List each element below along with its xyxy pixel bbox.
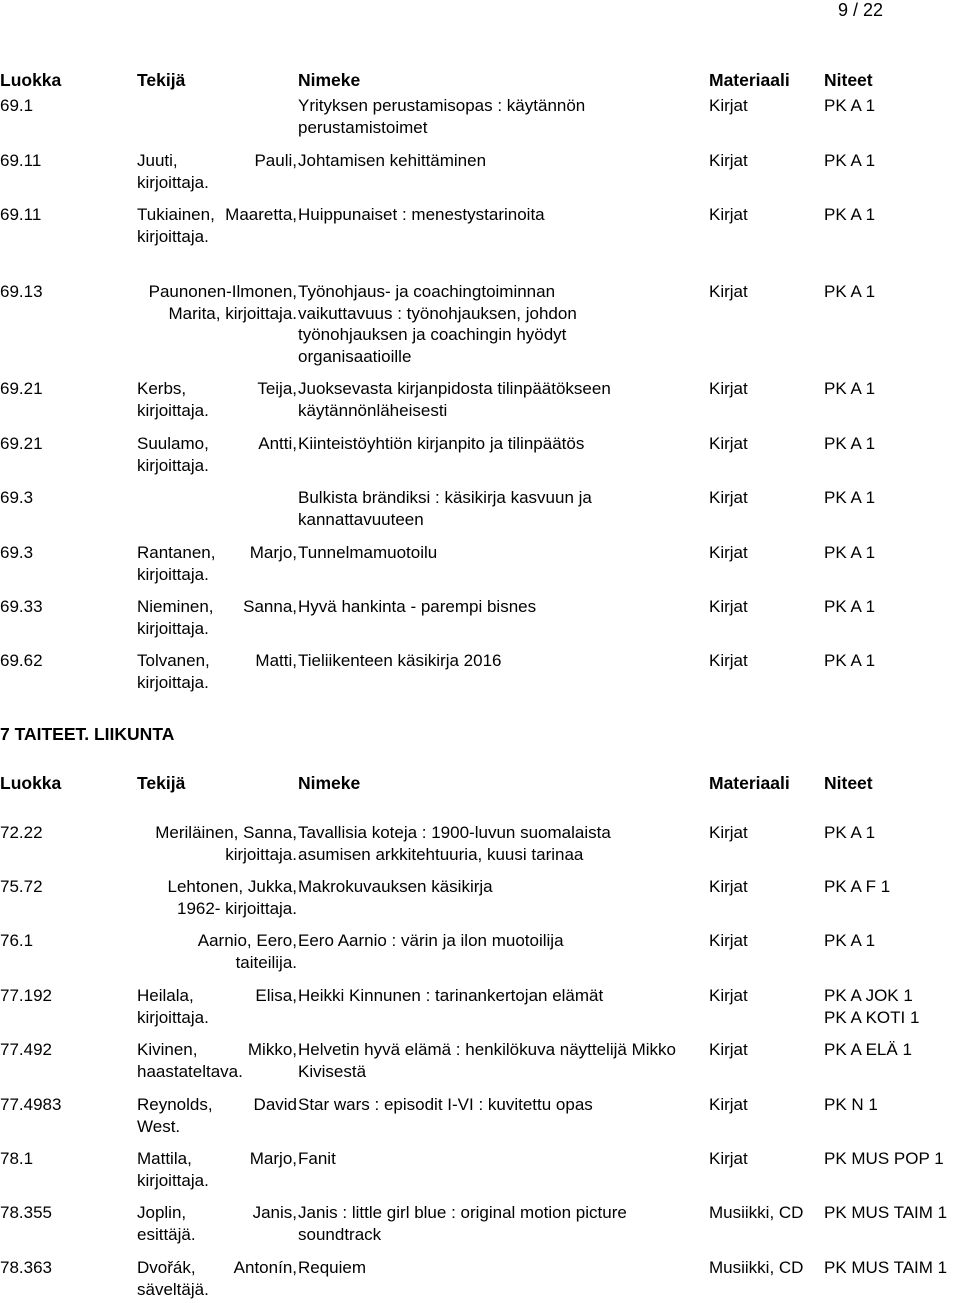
cell-luokka: 69.3 <box>0 543 34 562</box>
cell-niteet: PK A 1 <box>824 488 876 507</box>
cell-niteet: PK MUS TAIM 1 <box>824 1258 948 1277</box>
table-header <box>0 70 960 90</box>
cell-luokka: 78.1 <box>0 1149 34 1168</box>
cell-nimeke: Juoksevasta kirjanpidosta tilinpäätökseen käytännönläheisesti <box>298 379 611 420</box>
cell-nimeke: Johtamisen kehittäminen <box>298 151 487 170</box>
cell-nimeke: Huippunaiset : menestystarinoita <box>298 205 545 224</box>
cell-materiaali: Musiikki, CD <box>709 1258 804 1277</box>
cell-luokka: 69.11 <box>0 151 42 170</box>
cell-nimeke: Tunnelmamuotoilu <box>298 543 438 562</box>
cell-materiaali: Kirjat <box>709 1149 748 1168</box>
cell-tekija: Kerbs, Teija, kirjoittaja. <box>137 379 297 420</box>
cell-nimeke: Eero Aarnio : värin ja ilon muotoilija <box>298 931 564 950</box>
header-niteet: Niteet <box>824 70 873 90</box>
cell-niteet: PK A JOK 1 PK A KOTI 1 <box>824 986 920 1027</box>
cell-tekija: Heilala, Elisa, kirjoittaja. <box>137 986 297 1027</box>
cell-niteet: PK A 1 <box>824 282 876 301</box>
cell-luokka: 69.13 <box>0 282 43 301</box>
cell-tekija: Reynolds, David West. <box>137 1095 297 1136</box>
cell-luokka: 76.1 <box>0 931 34 950</box>
cell-niteet: PK A 1 <box>824 434 876 453</box>
cell-tekija: Joplin, Janis, esittäjä. <box>137 1203 297 1244</box>
cell-materiaali: Musiikki, CD <box>709 1203 804 1222</box>
cell-nimeke: Helvetin hyvä elämä : henkilökuva näyttelijä Mikko Kivisestä <box>298 1040 676 1081</box>
cell-luokka: 69.62 <box>0 651 43 670</box>
cell-materiaali: Kirjat <box>709 379 748 398</box>
cell-nimeke: Janis : little girl blue : original motion picture soundtrack <box>298 1203 627 1244</box>
cell-tekija: Lehtonen, Jukka, 1962- kirjoittaja. <box>167 877 297 918</box>
table-header <box>0 773 960 793</box>
cell-luokka: 69.33 <box>0 597 43 616</box>
header-tekija: Tekijä <box>137 773 186 793</box>
page-number: 9 / 22 <box>838 0 884 20</box>
cell-niteet: PK A 1 <box>824 543 876 562</box>
cell-materiaali: Kirjat <box>709 986 748 1005</box>
cell-luokka: 69.3 <box>0 488 34 507</box>
cell-niteet: PK N 1 <box>824 1095 878 1114</box>
cell-tekija: Tolvanen, Matti, kirjoittaja. <box>137 651 297 692</box>
cell-luokka: 75.72 <box>0 877 43 896</box>
cell-luokka: 77.492 <box>0 1040 52 1059</box>
cell-materiaali: Kirjat <box>709 488 748 507</box>
cell-nimeke: Kiinteistöyhtiön kirjanpito ja tilinpäätös <box>298 434 585 453</box>
cell-niteet: PK A 1 <box>824 151 876 170</box>
header-luokka: Luokka <box>0 773 62 793</box>
cell-materiaali: Kirjat <box>709 434 748 453</box>
cell-tekija: Paunonen-Ilmonen, Marita, kirjoittaja. <box>148 282 297 323</box>
cell-niteet: PK A 1 <box>824 823 876 842</box>
cell-tekija: Tukiainen, Maaretta, kirjoittaja. <box>137 205 297 246</box>
cell-tekija: Suulamo, Antti, kirjoittaja. <box>137 434 297 475</box>
cell-materiaali: Kirjat <box>709 1095 748 1114</box>
cell-niteet: PK A 1 <box>824 931 876 950</box>
cell-luokka: 77.192 <box>0 986 52 1005</box>
header-niteet: Niteet <box>824 773 873 793</box>
header-materiaali: Materiaali <box>709 773 790 793</box>
cell-niteet: PK A 1 <box>824 597 876 616</box>
cell-tekija: Aarnio, Eero, taiteilija. <box>197 931 297 972</box>
cell-niteet: PK A ELÄ 1 <box>824 1040 912 1059</box>
cell-nimeke: Tavallisia koteja : 1900-luvun suomalaista asumisen arkkitehtuuria, kuusi tarinaa <box>298 823 611 864</box>
cell-materiaali: Kirjat <box>709 543 748 562</box>
cell-nimeke: Requiem <box>298 1258 367 1277</box>
cell-materiaali: Kirjat <box>709 151 748 170</box>
cell-materiaali: Kirjat <box>709 877 748 896</box>
cell-luokka: 78.363 <box>0 1258 52 1277</box>
cell-nimeke: Bulkista brändiksi : käsikirja kasvuun ja kannattavuuteen <box>298 488 592 529</box>
cell-materiaali: Kirjat <box>709 282 748 301</box>
cell-tekija: Mattila, Marjo, kirjoittaja. <box>137 1149 297 1190</box>
cell-nimeke: Fanit <box>298 1149 336 1168</box>
cell-luokka: 78.355 <box>0 1203 52 1222</box>
cell-materiaali: Kirjat <box>709 205 748 224</box>
header-materiaali: Materiaali <box>709 70 790 90</box>
cell-tekija: Kivinen, Mikko, haastateltava. <box>137 1040 297 1081</box>
cell-niteet: PK A 1 <box>824 651 876 670</box>
header-luokka: Luokka <box>0 70 62 90</box>
cell-nimeke: Heikki Kinnunen : tarinankertojan elämät <box>298 986 604 1005</box>
cell-niteet: PK A 1 <box>824 205 876 224</box>
header-tekija: Tekijä <box>137 70 186 90</box>
cell-nimeke: Star wars : episodit I-VI : kuvitettu opas <box>298 1095 593 1114</box>
cell-tekija: Nieminen, Sanna, kirjoittaja. <box>137 597 297 638</box>
cell-luokka: 77.4983 <box>0 1095 62 1114</box>
cell-niteet: PK MUS TAIM 1 <box>824 1203 948 1222</box>
cell-nimeke: Hyvä hankinta - parempi bisnes <box>298 597 537 616</box>
section-title: 7 TAITEET. LIIKUNTA <box>0 724 175 744</box>
cell-materiaali: Kirjat <box>709 931 748 950</box>
cell-luokka: 69.21 <box>0 434 43 453</box>
cell-tekija: Rantanen, Marjo, kirjoittaja. <box>137 543 297 584</box>
cell-materiaali: Kirjat <box>709 597 748 616</box>
cell-nimeke: Makrokuvauksen käsikirja <box>298 877 493 896</box>
cell-materiaali: Kirjat <box>709 823 748 842</box>
cell-niteet: PK MUS POP 1 <box>824 1149 944 1168</box>
cell-luokka: 72.22 <box>0 823 43 842</box>
cell-luokka: 69.21 <box>0 379 43 398</box>
cell-tekija: Juuti, Pauli, kirjoittaja. <box>137 151 297 192</box>
cell-niteet: PK A 1 <box>824 96 876 115</box>
cell-niteet: PK A F 1 <box>824 877 891 896</box>
cell-tekija: Dvořák, Antonín, säveltäjä. <box>137 1258 297 1299</box>
cell-luokka: 69.1 <box>0 96 34 115</box>
cell-materiaali: Kirjat <box>709 96 748 115</box>
cell-niteet: PK A 1 <box>824 379 876 398</box>
cell-luokka: 69.11 <box>0 205 42 224</box>
cell-nimeke: Tieliikenteen käsikirja 2016 <box>298 651 502 670</box>
cell-tekija: Meriläinen, Sanna, kirjoittaja. <box>155 823 297 864</box>
header-nimeke: Nimeke <box>298 773 361 793</box>
cell-materiaali: Kirjat <box>709 651 748 670</box>
cell-nimeke: Yrityksen perustamisopas : käytännön perustamistoimet <box>298 96 586 137</box>
header-nimeke: Nimeke <box>298 70 361 90</box>
cell-nimeke: Työnohjaus- ja coachingtoiminnan vaikuttavuus : työnohjauksen, johdon työnohjauksen ja coachingin hyödyt organisaatioille <box>298 282 577 366</box>
cell-materiaali: Kirjat <box>709 1040 748 1059</box>
